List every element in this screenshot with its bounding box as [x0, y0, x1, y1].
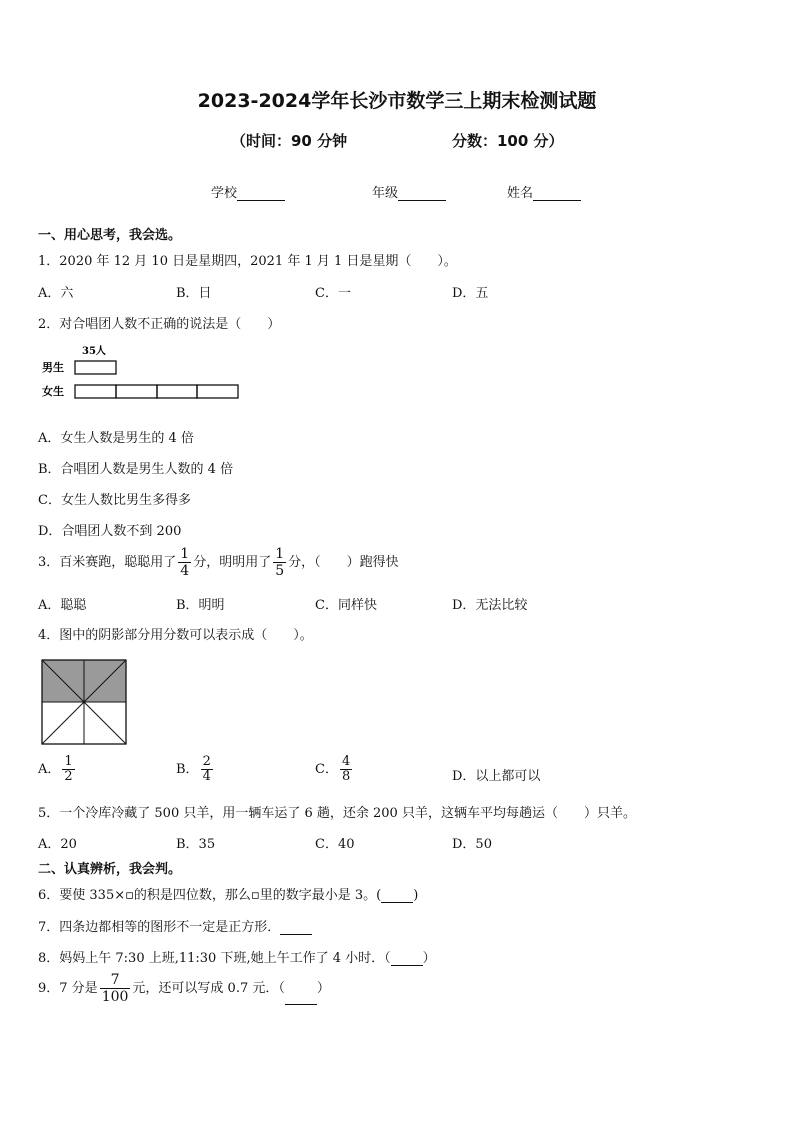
section-heading-2: 二、认真辨析，我会判。 [38, 862, 182, 877]
q4-option-d[interactable]: D．以上都可以 [452, 769, 541, 784]
q3-option-b[interactable]: B．明明 [176, 598, 225, 613]
q3-option-c[interactable]: C．同样快 [315, 598, 377, 613]
grade-label: 年级 [372, 186, 399, 201]
name-blank[interactable] [533, 187, 581, 201]
fraction-denominator: 2 [64, 769, 73, 784]
q4-option-c-fraction [340, 755, 352, 784]
q4-option-b[interactable] [176, 755, 215, 784]
q9-answer-blank[interactable] [285, 992, 317, 1005]
diagram-boys-label: 男生 [42, 361, 64, 374]
bar-diagram [38, 343, 248, 405]
grade-field[interactable] [372, 182, 446, 201]
option-label: C． [315, 762, 338, 777]
q5-option-c[interactable]: C．40 [315, 837, 355, 852]
girls-box [157, 385, 197, 398]
option-label: A． [38, 762, 61, 777]
q4-option-a-fraction [62, 755, 74, 784]
question-3 [38, 546, 399, 579]
q2-option-b[interactable]: B．合唱团人数是男生人数的 4 倍 [38, 462, 234, 477]
bar-diagram-svg [38, 343, 248, 405]
q3-mid: 分，明明用了 [193, 555, 272, 570]
q4-option-c[interactable] [315, 755, 354, 784]
fraction-denominator: 5 [275, 563, 285, 579]
name-field[interactable] [507, 182, 581, 201]
girls-box [75, 385, 116, 398]
q4-option-b-fraction [201, 755, 213, 784]
q3-option-d[interactable]: D．无法比较 [452, 598, 528, 613]
q3-fraction-1 [178, 546, 191, 579]
school-blank[interactable] [237, 187, 285, 201]
q9-suffix: 元，还可以写成 0.7 元．（ [132, 981, 285, 996]
exam-time: （时间：90 分钟 [231, 132, 348, 150]
q2-option-c[interactable]: C．女生人数比男生多得多 [38, 493, 191, 508]
shaded-square-figure [40, 658, 128, 746]
section-heading-1: 一、用心思考，我会选。 [38, 228, 182, 243]
q5-option-a[interactable]: A．20 [38, 837, 77, 852]
q8-answer-blank[interactable] [391, 953, 423, 966]
q3-prefix: 3．百米赛跑，聪聪用了 [38, 555, 177, 570]
fraction-denominator: 4 [202, 769, 211, 784]
q3-option-a[interactable]: A．聪聪 [38, 598, 87, 613]
q4-option-a[interactable] [38, 755, 77, 784]
fraction-numerator: 1 [180, 546, 190, 562]
fraction-denominator: 4 [180, 563, 190, 579]
q9-tail: ） [316, 981, 330, 996]
fraction-numerator: 1 [275, 546, 285, 562]
q8-text: 8．妈妈上午 7:30 上班,11:30 下班,她上午工作了 4 小时．（ [38, 951, 391, 966]
girls-box [197, 385, 238, 398]
fraction-numerator: 4 [341, 754, 351, 769]
question-1: 1．2020 年 12 月 10 日是星期四，2021 年 1 月 1 日是星期（ ）。 [38, 254, 457, 269]
boys-box [75, 361, 116, 374]
q3-fraction-2 [273, 546, 286, 579]
q9-fraction [100, 972, 131, 1005]
question-7 [38, 916, 312, 935]
page-title: 2023-2024学年长沙市数学三上期末检测试题 [197, 90, 597, 112]
school-label: 学校 [211, 186, 238, 201]
fraction-numerator: 7 [110, 972, 120, 988]
q1-option-c[interactable]: C．一 [315, 286, 351, 301]
shaded-square-svg [40, 658, 128, 746]
name-label: 姓名 [507, 186, 534, 201]
fraction-numerator: 1 [64, 754, 73, 769]
q8-tail: ） [422, 951, 436, 966]
q7-answer-blank[interactable] [280, 922, 312, 935]
q5-option-d[interactable]: D．50 [452, 837, 492, 852]
q2-option-d[interactable]: D．合唱团人数不到 200 [38, 524, 182, 539]
q5-option-b[interactable]: B．35 [176, 837, 216, 852]
diagram-girls-label: 女生 [42, 385, 64, 398]
q6-answer-blank[interactable] [381, 890, 413, 903]
q6-text: 6．要使 335×▫的积是四位数，那么▫里的数字最小是 3。( [38, 888, 382, 903]
fraction-numerator: 2 [202, 754, 211, 769]
question-8 [38, 947, 436, 966]
q2-option-a[interactable]: A．女生人数是男生的 4 倍 [38, 431, 194, 446]
grade-blank[interactable] [398, 187, 446, 201]
question-6 [38, 884, 418, 903]
girls-box [116, 385, 157, 398]
diagram-top-label: 35人 [82, 346, 106, 357]
exam-score: 分数：100 分） [452, 132, 564, 150]
q6-tail: ) [413, 888, 419, 903]
q7-text: 7．四条边都相等的图形不一定是正方形． [38, 920, 281, 935]
fraction-denominator: 100 [101, 989, 129, 1005]
question-2: 2．对合唱团人数不正确的说法是（ ） [38, 317, 281, 332]
q3-suffix: 分，（ ）跑得快 [288, 555, 399, 570]
question-4: 4．图中的阴影部分用分数可以表示成（ ）。 [38, 628, 313, 643]
q1-option-d[interactable]: D．五 [452, 286, 489, 301]
option-label: B． [176, 762, 199, 777]
question-5: 5．一个冷库冷藏了 500 只羊，用一辆车运了 6 趟，还余 200 只羊，这辆车平均每趟运（ ）只羊。 [38, 806, 636, 821]
question-9 [38, 972, 330, 1005]
q1-option-b[interactable]: B．日 [176, 286, 212, 301]
fraction-denominator: 8 [341, 769, 351, 784]
q9-prefix: 9．7 分是 [38, 981, 98, 996]
school-field[interactable] [211, 182, 285, 201]
q1-option-a[interactable]: A．六 [38, 286, 74, 301]
